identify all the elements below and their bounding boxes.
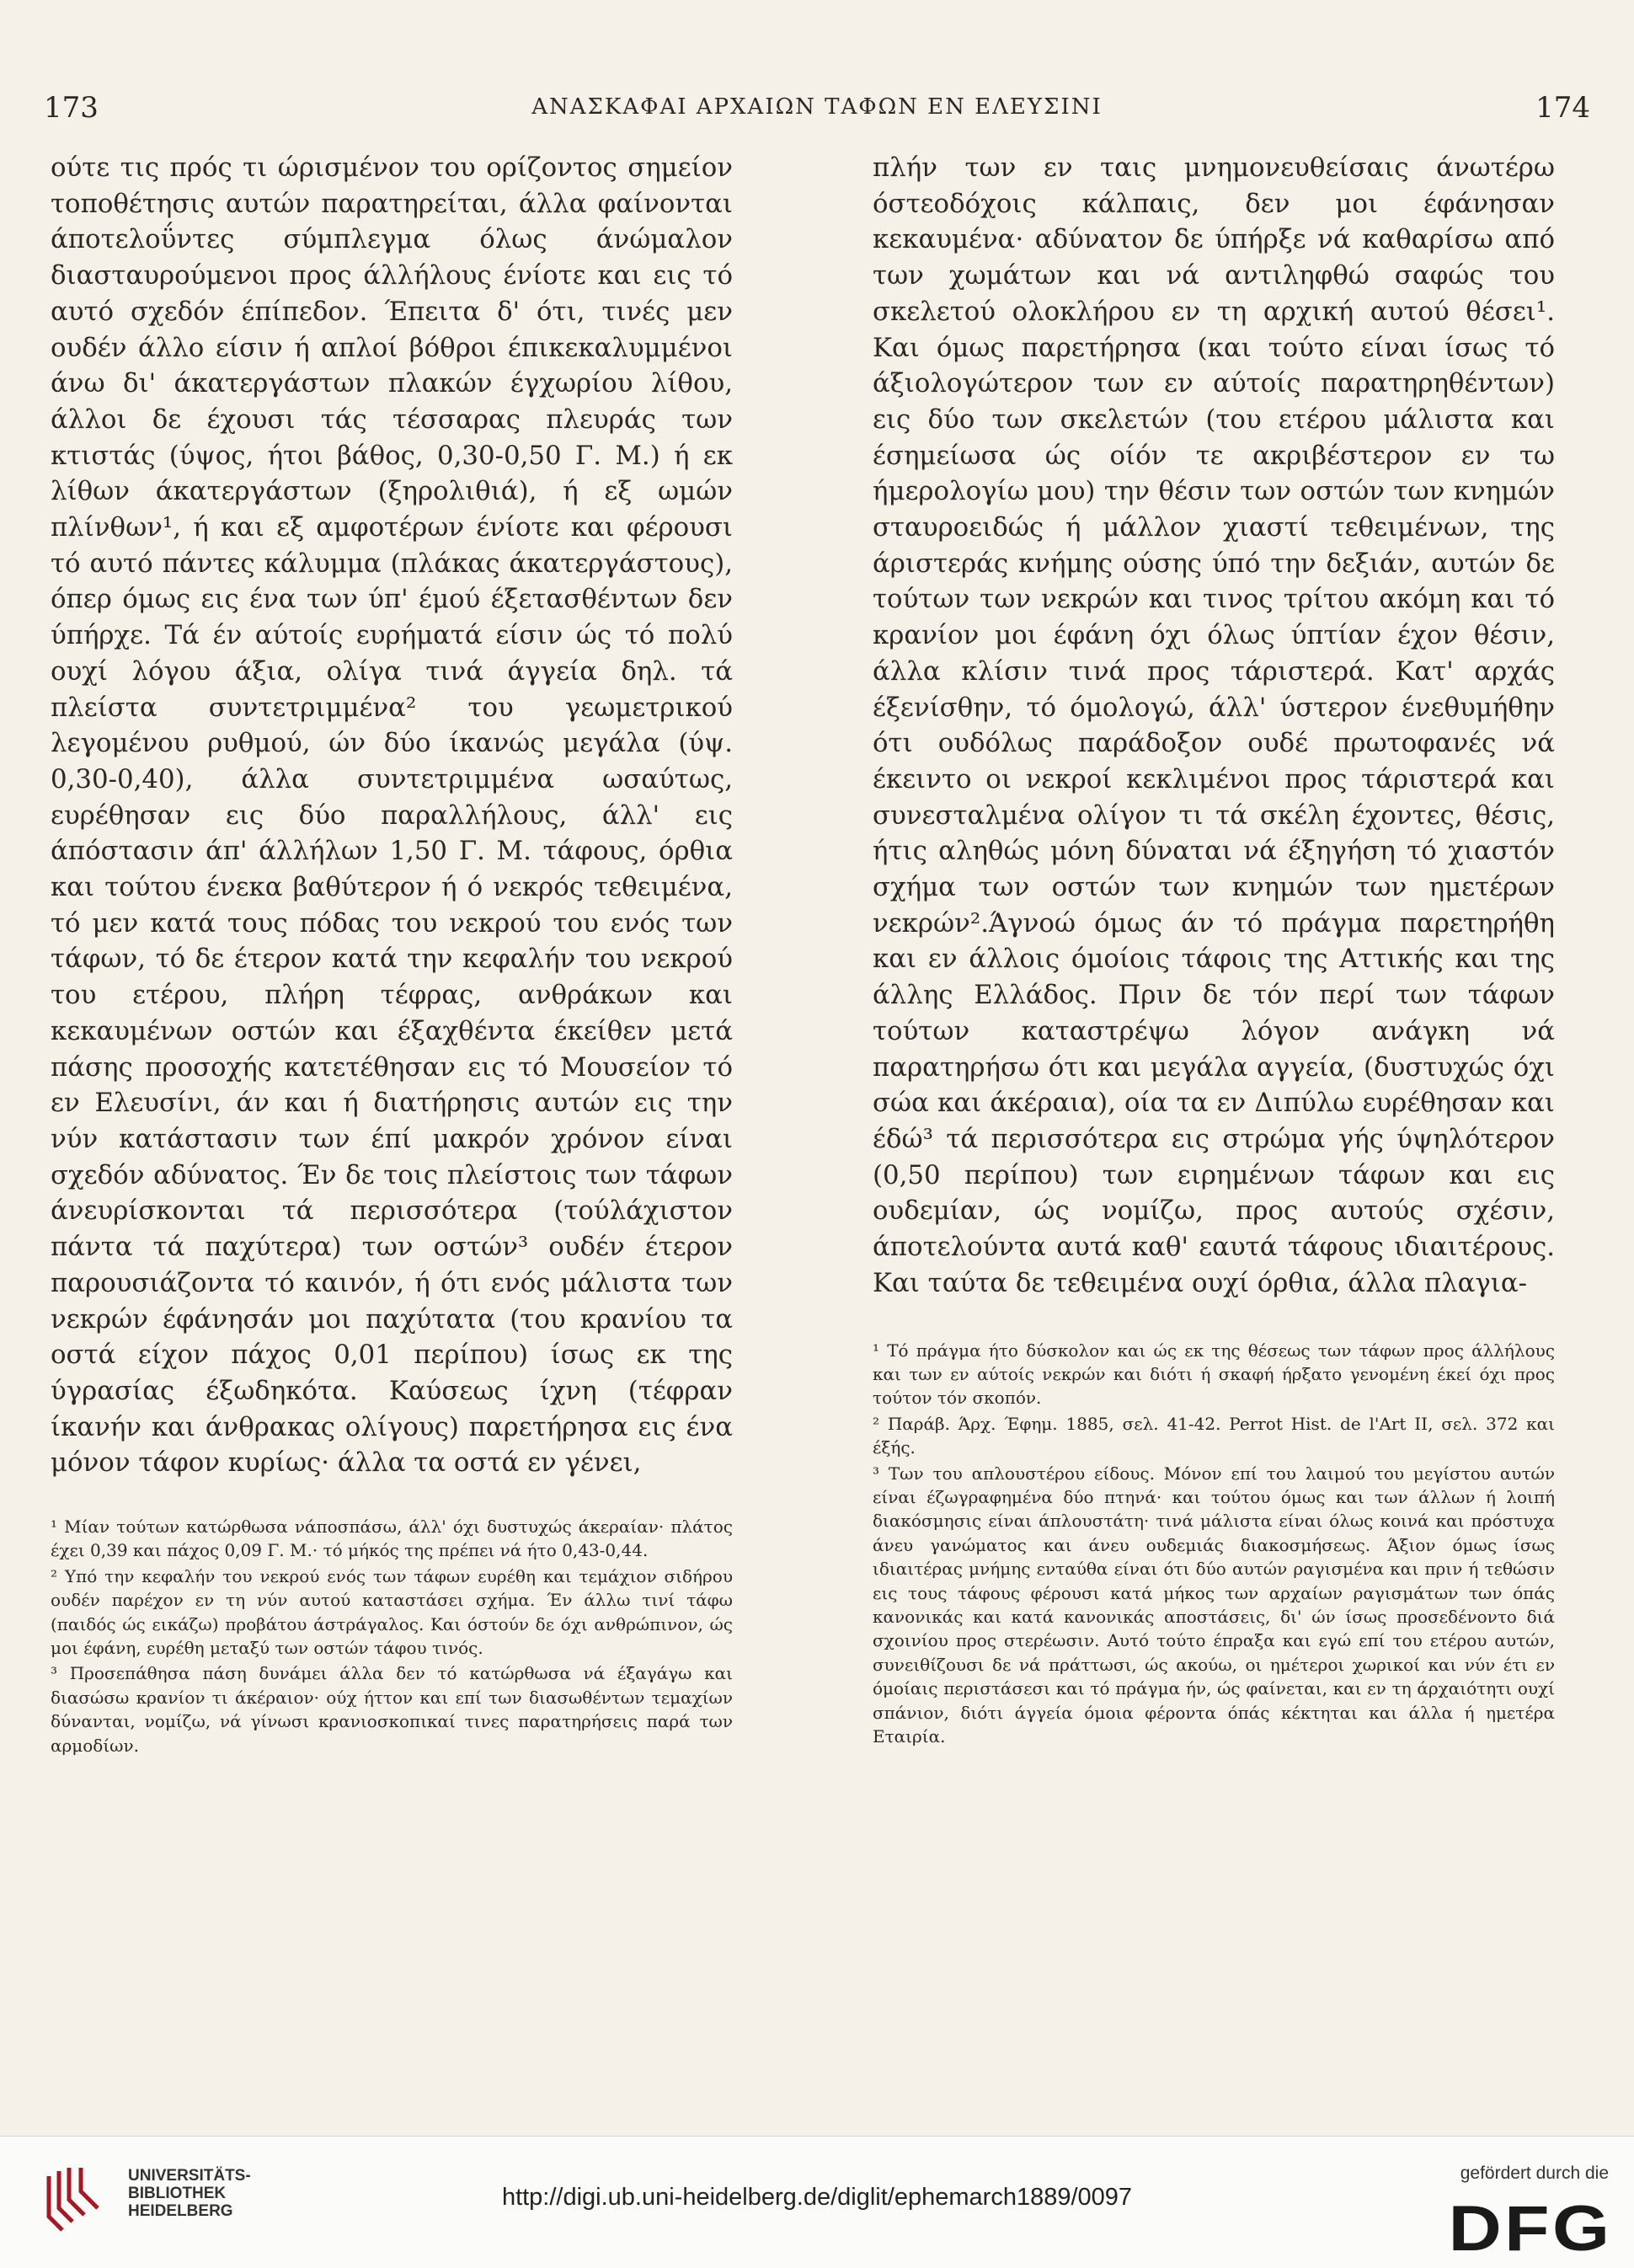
footnote-2-right: ² Παράβ. Άρχ. Έφημ. 1885, σελ. 41-42. Perrot Hist. de l'Art II, σελ. 372 και έξής. [873, 1413, 1555, 1458]
library-name-line-2: BIBLIOTHEK [128, 2185, 227, 2202]
left-column [51, 150, 733, 1757]
library-name-line-3: HEIDELBERG [128, 2202, 233, 2220]
running-header [0, 91, 1634, 133]
left-body-text [51, 150, 733, 1481]
footnote-1-right: ¹ Τό πράγμα ήτο δύσκολον και ώς εκ της θέσεως των τάφων προς άλλήλους και των εν αύτοίς νεκρών και διότι ή σκαφή ήρξατο γενομένη έκεί όχι προς τούτον τόν σκοπόν. [873, 1340, 1555, 1409]
right-column [873, 150, 1555, 1748]
right-paragraph: πλήν των εν ταις μνημονευθείσαις άνωτέρω όστεοδόχοις κάλπαις, δεν μοι έφάνησαν κεκαυμένα· αδύνατον δε ύπήρξε νά καθαρίσω από των χωμάτων και νά αντιληφθώ σαφώς του σκελετού ολοκλήρου εν τη αρχική αυτού θέσει¹. Και όμως παρετήρησα (και τούτο είναι ίσως τό άξιολογώτερον των εν αύτοίς παρατηρηθέντων) εις δύο των σκελετών (του ετέρου μάλιστα και έσημείωσα ώς οίόν τε ακριβέστερον εν τω ήμερολογίω μου) την θέσιν των οστών των κνημών σταυροειδώς ή μάλλον χιαστί τεθειμένων, της άριστεράς κνήμης ούσης ύπό την δεξιάν, αυτών δε τούτων των νεκρών και τινος τρίτου ακόμη και τό κρανίον μοι έφάνη όχι όλως ύπτίαν έχον θέσιν, άλλα κλίσιν τινά προς τάριστερά. Κατ' αρχάς έξενίσθην, τό όμολογώ, άλλ' ύστερον ένεθυμήθην ότι ουδόλως παράδοξον ουδέ πρωτοφανές νά έκειντο οι νεκροί κεκλιμένοι προς τάριστερά και συνεσταλμένα ολίγον τι τά σκέλη έχοντες, θέσις, ήτις αληθώς μόνη δύναται νά έξηγήση τό χιαστόν σχήμα των οστών των κνημών των ημετέρων νεκρών².Άγνοώ όμως άν τό πράγμα παρετηρήθη και εν άλλοις όμοίοις τάφοις της Αττικής και της άλλης Ελλάδος. Πριν δε τόν περί των τάφων τούτων καταστρέψω λόγον ανάγκη νά παρατηρήσω ότι και μεγάλα αγγεία, (δυστυχώς όχι σώα και άκέραια), οία τα εν Διπύλω ευρέθησαν και έδώ³ τά περισσότερα εις στρώμα γής ύψηλότερον (0,50 περίπου) των ειρημένων τάφων και εις ουδεμίαν, ώς νομίζω, προς αυτούς σχέσιν, άποτελούντα αυτά καθ' εαυτά τάφους ιδιαιτέρους. Και ταύτα δε τεθειμένα ουχί όρθια, άλλα πλαγια- [873, 152, 1555, 1298]
funding-label: gefördert durch die [1460, 2164, 1609, 2183]
footnote-3-right: ³ Των του απλουστέρου είδους. Μόνον επί του λαιμού του μεγίστου αυτών είναι έζωγραφημένα δύο πτηνά· και τούτου όμως και των άλλων ή λοιπή διακόσμησις είναι άπλουστάτη· τινά μάλιστα είναι όλως κοινά και πρόστυχα άνευ γανώματος και άνευ ουδεμιάς διακοσμήσεως. Άξιον όμως ίσως ιδιαιτέρας μνήμης ενταύθα είναι ότι δύο αυτών ραγισμένα και πριν ή τεθώσιν εις τους τάφους φέρουσι κατά μήκος των αρχαίων ραγισμάτων των όπάς κανονικάς και κατά κανονικάς αποστάσεις, δι' ών ίσως προσεδένοντο διά σχοινίου προς στερέωσιν. Αυτό τούτο έπραξα και εγώ επί του ετέρου αυτών, συνειθίζουσι δε νά πράττωσι, ώς ακούω, οι ημέτεροι χωρικοί και νύν έτι εν όμοίαις περιστάσεσι και τό πράγμα ήν, ώς φαίνεται, και εν τη άρχαιότητι ουχί σπάνιον, διότι άγγεία όμοια φέροντα όπάς κέκτηται και άλλα ή ημετέρα Εταιρία. [873, 1463, 1555, 1746]
page-number-right: 174 [1535, 91, 1590, 125]
permalink [0, 2184, 1634, 2212]
library-name-line-1: UNIVERSITÄTS- [128, 2167, 251, 2185]
digitization-footer [0, 2136, 1634, 2268]
footnote-2-left: ² Υπό την κεφαλήν του νεκρού ενός των τάφων ευρέθη και τεμάχιον σιδήρου ουδέν παρέχον εν τη νύν αυτού καταστάσει σχήμα. Έν άλλω τινί τάφω (παιδός ώς εικάζω) προβάτου άστράγαλος. Και όστούν δε όχι ανθρώπινον, ώς μοι έφάνη, ευρέθη μεταξύ των οστών τάφου τινός. [51, 1565, 733, 1659]
permalink-link[interactable]: http://digi.ub.uni-heidelberg.de/diglit/ephemarch1889/0097 [501, 2184, 1133, 2211]
left-footnotes [51, 1515, 733, 1757]
page-number-left: 173 [44, 91, 99, 125]
footnote-1-left: ¹ Μίαν τούτων κατώρθωσα νάποσπάσω, άλλ' όχι δυστυχώς άκεραίαν· πλάτος έχει 0,39 και πάχος 0,09 Γ. Μ.· τό μήκός της πρέπει νά ήτο 0,43-0,44. [51, 1516, 733, 1561]
running-title: ΑΝΑΣΚΑΦΑΙ ΑΡΧΑΙΩΝ ΤΑΦΩΝ ΕΝ ΕΛΕΥΣΙΝΙ [531, 94, 1103, 120]
right-footnotes [873, 1339, 1555, 1749]
right-body-text [873, 150, 1555, 1302]
footnote-3-left: ³ Προσεπάθησα πάση δυνάμει άλλα δεν τό κατώρθωσα νά έξαγάγω και διασώσω κρανίον τι άκέραιον· ούχ ήττον και επί των διασωθέντων τεμαχίων δύνανται, νομίζω, νά γίνωσι κρανιοσκοπικαί τινες παρατηρήσεις παρά των αρμοδίων. [51, 1663, 733, 1756]
left-paragraph: ούτε τις πρός τι ώρισμένον του ορίζοντος σημείον τοποθέτησις αυτών παρατηρείται, άλλα φαίνονται άποτελοΰντες σύμπλεγμα όλως άνώμαλον διασταυρούμενοι προς άλλήλους ένίοτε και εις τό αυτό σχεδόν έπίπεδον. Έπειτα δ' ότι, τινές μεν ουδέν άλλο είσιν ή απλοί βόθροι έπικεκαλυμμένοι άνω δι' άκατεργάστων πλακών έγχωρίου λίθου, άλλοι δε έχουσι τάς τέσσαρας πλευράς των κτιστάς (ύψος, ήτοι βάθος, 0,30-0,50 Γ. Μ.) ή εκ λίθων άκατεργάστων (ξηρολιθιά), ή εξ ωμών πλίνθων¹, ή και εξ αμφοτέρων ένίοτε και φέρουσι τό αυτό πάντες κάλυμμα (πλάκας άκατεργάστους), όπερ όμως εις ένα των ύπ' έμού έξετασθέντων δεν ύπήρχε. Τά έν αύτοίς ευρήματά είσιν ώς τό πολύ ουχί λόγου άξια, ολίγα τινά άγγεία δηλ. τά πλείστα συντετριμμένα² του γεωμετρικού λεγομένου ρυθμού, ών δύο ίκανώς μεγάλα (ύψ. 0,30-0,40), άλλα συντετριμμένα ωσαύτως, ευρέθησαν εις δύο παραλλήλους, άλλ' εις άπόστασιν άπ' άλλήλων 1,50 Γ. Μ. τάφους, όρθια και τούτου ένεκα βαθύτερον ή ό νεκρός τεθειμένα, τό μεν κατά τους πόδας του νεκρού του ενός των τάφων, τό δε έτερον κατά την κεφαλήν του νεκρού του ετέρου, πλήρη τέφρας, ανθράκων και κεκαυμένων οστών και έξαχθέντα έκείθεν μετά πάσης προσοχής κατετέθησαν εις τό Μουσείον τό εν Ελευσίνι, άν και ή διατήρησις αυτών εις την νύν κατάστασιν των έπί μακρόν χρόνον είναι σχεδόν αδύνατος. Έν δε τοις πλείστοις των τάφων άνευρίσκονται τά περισσότερα (τούλάχιστον πάντα τά παχύτερα) των οστών³ ουδέν έτερον παρουσιάζοντα τό καινόν, ή ότι ενός μάλιστα των νεκρών έφάνησάν μοι παχύτατα (του κρανίου τα οστά είχον πάχος 0,01 περίπου) ίσως εκ της ύγρασίας έξωδηκότα. Καύσεως ίχνη (τέφραν ίκανήν και άνθρακας ολίγους) παρετήρησα εις ένα μόνον τάφον κυρίως· άλλα τα οστά εν γένει, [51, 152, 733, 1479]
dfg-logo: DFG [1448, 2193, 1612, 2265]
